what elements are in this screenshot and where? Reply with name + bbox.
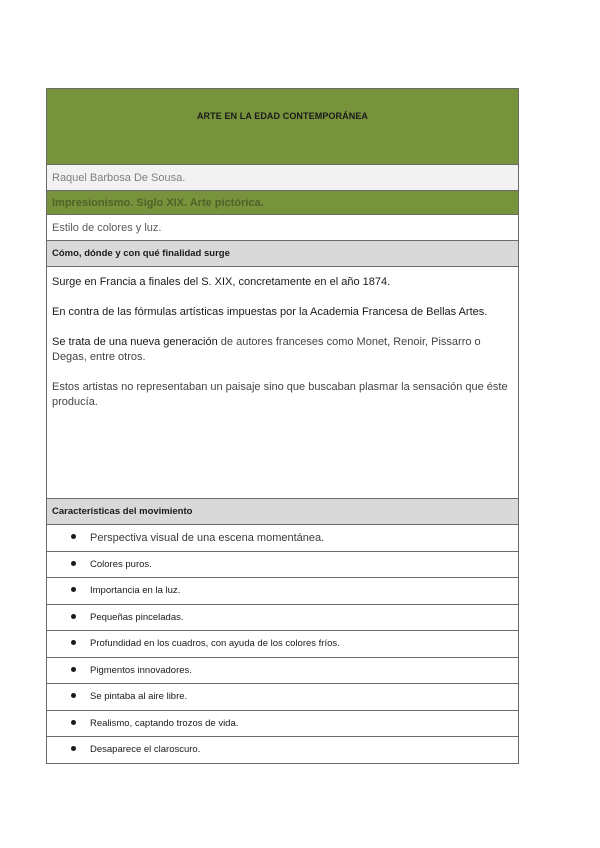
- bullet-icon: [71, 720, 76, 725]
- bullet-icon: [71, 640, 76, 645]
- origin-header-row: [47, 241, 519, 267]
- author-row: [47, 165, 519, 191]
- feature-text: Se pintaba al aire libre.: [90, 691, 188, 703]
- feature-text: Pequeñas pinceladas.: [90, 611, 184, 623]
- origin-paragraph: Estos artistas no representaban un paisaje sino que buscaban plasmar la sensación que éste producía.: [52, 381, 508, 408]
- list-item: [47, 551, 519, 578]
- feature-text: Realismo, captando trozos de vida.: [90, 717, 239, 729]
- feature-text: Perspectiva visual de una escena momentánea.: [90, 531, 325, 544]
- author-name: Raquel Barbosa De Sousa.: [47, 165, 519, 191]
- section-header-origin: Cómo, dónde y con qué finalidad surge: [47, 241, 519, 267]
- list-item: [47, 710, 519, 737]
- bullet-icon: [71, 561, 76, 566]
- subtitle-row: [47, 191, 519, 215]
- bullet-icon: [71, 693, 76, 698]
- origin-paragraph: Surge en Francia a finales del S. XIX, concretamente en el año 1874.: [52, 276, 391, 288]
- origin-paragraph: [52, 335, 513, 365]
- bullet-icon: [71, 667, 76, 672]
- origin-body-row: [47, 267, 519, 499]
- title-row: [47, 89, 519, 165]
- list-item: [47, 604, 519, 631]
- bullet-icon: [71, 534, 76, 539]
- list-item: [47, 578, 519, 605]
- feature-text: Desaparece el claroscuro.: [90, 744, 201, 756]
- origin-paragraph-lead: Se trata de una nueva generación: [52, 336, 218, 348]
- feature-text: Profundidad en los cuadros, con ayuda de los colores fríos.: [90, 638, 340, 650]
- list-item: [47, 631, 519, 658]
- document-subtitle: Impresionismo. Siglo XIX. Arte pictórica.: [47, 191, 519, 215]
- list-item: [47, 657, 519, 684]
- list-item: [47, 737, 519, 764]
- feature-text: Colores puros.: [90, 558, 152, 570]
- bullet-icon: [71, 587, 76, 592]
- feature-text: Pigmentos innovadores.: [90, 664, 192, 676]
- document-title: ARTE EN LA EDAD CONTEMPORÁNEA: [47, 89, 519, 165]
- content-table: [46, 88, 519, 764]
- section-header-features: Características del movimiento: [47, 499, 519, 525]
- origin-paragraph: En contra de las fórmulas artísticas impuestas por la Academia Francesa de Bellas Artes.: [52, 306, 488, 318]
- style-line: Estilo de colores y luz.: [47, 215, 519, 241]
- origin-paragraph-rest: de autores franceses como Monet, Renoir, Pissarro o Degas, entre otros.: [52, 336, 481, 363]
- feature-text: Importancia en la luz.: [90, 585, 181, 597]
- origin-body: [47, 267, 519, 499]
- list-item: [47, 525, 519, 552]
- bullet-icon: [71, 614, 76, 619]
- bullet-icon: [71, 746, 76, 751]
- list-item: [47, 684, 519, 711]
- style-row: [47, 215, 519, 241]
- features-header-row: [47, 499, 519, 525]
